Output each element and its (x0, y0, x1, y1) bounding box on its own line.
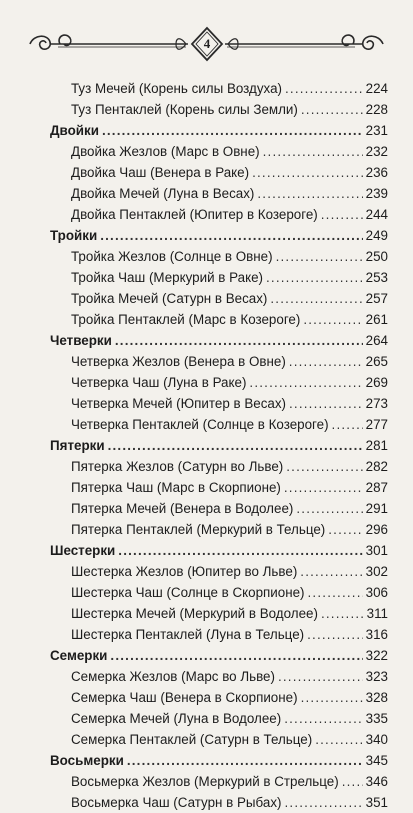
dot-leader (303, 309, 362, 330)
dot-leader (252, 162, 363, 183)
toc-entry (50, 393, 388, 414)
toc-entry-title: Тройка Чаш (Меркурий в Раке) (71, 270, 263, 285)
toc-page-number: 249 (365, 228, 388, 243)
dot-leader (284, 477, 363, 498)
toc-entry-title: Двойка Пентаклей (Юпитер в Козероге) (71, 207, 318, 222)
toc-page-number: 323 (365, 669, 388, 684)
dot-leader (108, 435, 363, 456)
toc-page-number: 301 (365, 543, 388, 558)
toc-section-heading (50, 120, 388, 141)
toc-entry (50, 771, 388, 792)
toc-entry (50, 204, 388, 225)
dot-leader (321, 603, 364, 624)
dot-leader (296, 498, 362, 519)
toc-entry (50, 351, 388, 372)
toc-entry-title: Двойка Жезлов (Марс в Овне) (71, 144, 260, 159)
page-number: 4 (203, 36, 211, 51)
dot-leader (257, 183, 362, 204)
dot-leader (289, 351, 363, 372)
toc-page-number: 239 (365, 186, 388, 201)
toc-page-number: 351 (365, 795, 388, 810)
dot-leader (278, 666, 363, 687)
toc-page-number: 311 (366, 606, 388, 621)
toc-page-number: 261 (365, 312, 388, 327)
toc-page-number: 264 (365, 333, 388, 348)
toc-page-number: 257 (365, 291, 388, 306)
toc-page-number: 282 (365, 459, 388, 474)
toc-entry-title: Двойки (50, 123, 99, 138)
toc-page-number: 322 (365, 648, 388, 663)
toc-entry-title: Тройка Жезлов (Солнце в Овне) (71, 249, 273, 264)
toc-page-number: 345 (365, 753, 388, 768)
toc-entry-title: Восьмерка Жезлов (Меркурий в Стрельце) (71, 774, 339, 789)
toc-page-number: 224 (365, 81, 388, 96)
toc-page-number: 236 (365, 165, 388, 180)
toc-entry-title: Пятерка Чаш (Марс в Скорпионе) (71, 480, 281, 495)
toc-entry-title: Тройка Пентаклей (Марс в Козероге) (71, 312, 301, 327)
toc-entry-title: Пятерки (50, 438, 105, 453)
toc-section-heading (50, 750, 388, 771)
toc-entry-title: Туз Пентаклей (Корень силы Земли) (71, 102, 298, 117)
toc-entry-title: Пятерка Мечей (Венера в Водолее) (71, 501, 294, 516)
page-header (0, 22, 413, 70)
toc-page-number: 273 (365, 396, 388, 411)
toc-section-heading (50, 225, 388, 246)
toc-page-number: 335 (365, 711, 388, 726)
dot-leader (301, 99, 363, 120)
toc-page-number: 296 (365, 522, 388, 537)
dot-leader (270, 288, 362, 309)
dot-leader (100, 225, 362, 246)
dot-leader (332, 414, 363, 435)
toc-entry-title: Двойка Мечей (Луна в Весах) (71, 186, 255, 201)
toc-entry (50, 414, 388, 435)
dot-leader (110, 645, 362, 666)
toc-entry (50, 687, 388, 708)
dot-leader (308, 582, 363, 603)
dot-leader (307, 624, 363, 645)
toc-entry-title: Четверка Пентаклей (Солнце в Козероге) (71, 417, 329, 432)
dot-leader (289, 393, 363, 414)
toc-section-heading (50, 435, 388, 456)
toc-page-number: 340 (365, 732, 388, 747)
toc-entry-title: Восьмерка Чаш (Сатурн в Рыбах) (71, 795, 282, 810)
dot-leader (127, 750, 363, 771)
toc-page-number: 306 (365, 585, 388, 600)
toc-entry (50, 456, 388, 477)
toc-page-number: 228 (365, 102, 388, 117)
toc-page-number: 250 (365, 249, 388, 264)
toc-page-number: 253 (365, 270, 388, 285)
toc-entry-title: Шестерка Пентаклей (Луна в Тельце) (71, 627, 305, 642)
dot-leader (328, 519, 362, 540)
dot-leader (118, 540, 362, 561)
toc-entry-title: Шестерка Мечей (Меркурий в Водолее) (71, 606, 318, 621)
dot-leader (301, 687, 363, 708)
dot-leader (249, 372, 362, 393)
toc-entry-title: Шестерка Жезлов (Юпитер во Льве) (71, 564, 298, 579)
dot-leader (315, 729, 362, 750)
toc-entry-title: Четверка Жезлов (Венера в Овне) (71, 354, 286, 369)
dot-leader (284, 792, 362, 813)
toc-section-heading (50, 540, 388, 561)
toc-page-number: 291 (365, 501, 388, 516)
toc-page-number: 277 (365, 417, 388, 432)
toc-entry (50, 99, 388, 120)
toc-entry-title: Двойка Чаш (Венера в Раке) (71, 165, 250, 180)
dot-leader (266, 267, 363, 288)
toc-section-heading (50, 330, 388, 351)
toc-entry (50, 246, 388, 267)
toc-entry (50, 288, 388, 309)
toc-page-number: 244 (365, 207, 388, 222)
toc-entry-title: Тройки (50, 228, 98, 243)
toc-entry (50, 372, 388, 393)
toc-page-number: 316 (365, 627, 388, 642)
toc-entry (50, 162, 388, 183)
toc-entry (50, 309, 388, 330)
toc-entry (50, 141, 388, 162)
toc-entry (50, 792, 388, 813)
toc-page-number: 302 (365, 564, 388, 579)
toc-entry-title: Шестерки (50, 543, 116, 558)
dot-leader (321, 204, 363, 225)
toc-entry-title: Семерка Чаш (Венера в Скорпионе) (71, 690, 298, 705)
toc-page-number: 328 (365, 690, 388, 705)
toc-entry (50, 519, 388, 540)
dot-leader (276, 246, 363, 267)
toc-entry (50, 708, 388, 729)
toc-entry (50, 267, 388, 288)
toc-entry (50, 624, 388, 645)
toc-entry-title: Четверки (50, 333, 112, 348)
toc-page-number: 231 (365, 123, 388, 138)
toc-entry-title: Восьмерки (50, 753, 124, 768)
dot-leader (284, 708, 362, 729)
toc-entry (50, 498, 388, 519)
toc-page-number: 346 (365, 774, 388, 789)
table-of-contents (50, 78, 388, 813)
toc-entry (50, 78, 388, 99)
toc-entry (50, 561, 388, 582)
toc-entry (50, 729, 388, 750)
toc-entry (50, 666, 388, 687)
dot-leader (286, 456, 362, 477)
toc-entry-title: Шестерка Чаш (Солнце в Скорпионе) (71, 585, 305, 600)
toc-section-heading (50, 645, 388, 666)
dot-leader (342, 771, 363, 792)
toc-entry-title: Пятерка Пентаклей (Меркурий в Тельце) (71, 522, 326, 537)
dot-leader (300, 561, 362, 582)
toc-page-number: 232 (365, 144, 388, 159)
toc-entry-title: Пятерка Жезлов (Сатурн во Льве) (71, 459, 284, 474)
toc-entry-title: Четверка Чаш (Луна в Раке) (71, 375, 247, 390)
toc-entry-title: Четверка Мечей (Юпитер в Весах) (71, 396, 286, 411)
toc-page-number: 281 (365, 438, 388, 453)
dot-leader (115, 330, 363, 351)
toc-entry (50, 603, 388, 624)
toc-entry-title: Семерка Пентаклей (Сатурн в Тельце) (71, 732, 313, 747)
dot-leader (285, 78, 363, 99)
dot-leader (263, 141, 363, 162)
toc-page-number: 269 (365, 375, 388, 390)
toc-entry-title: Семерка Мечей (Луна в Водолее) (71, 711, 282, 726)
toc-entry-title: Семерки (50, 648, 108, 663)
toc-entry (50, 582, 388, 603)
toc-entry (50, 183, 388, 204)
toc-entry (50, 477, 388, 498)
toc-entry-title: Туз Мечей (Корень силы Воздуха) (71, 81, 282, 96)
dot-leader (102, 120, 363, 141)
toc-page-number: 265 (365, 354, 388, 369)
toc-entry-title: Тройка Мечей (Сатурн в Весах) (71, 291, 268, 306)
toc-page-number: 287 (365, 480, 388, 495)
toc-entry-title: Семерка Жезлов (Марс во Льве) (71, 669, 275, 684)
